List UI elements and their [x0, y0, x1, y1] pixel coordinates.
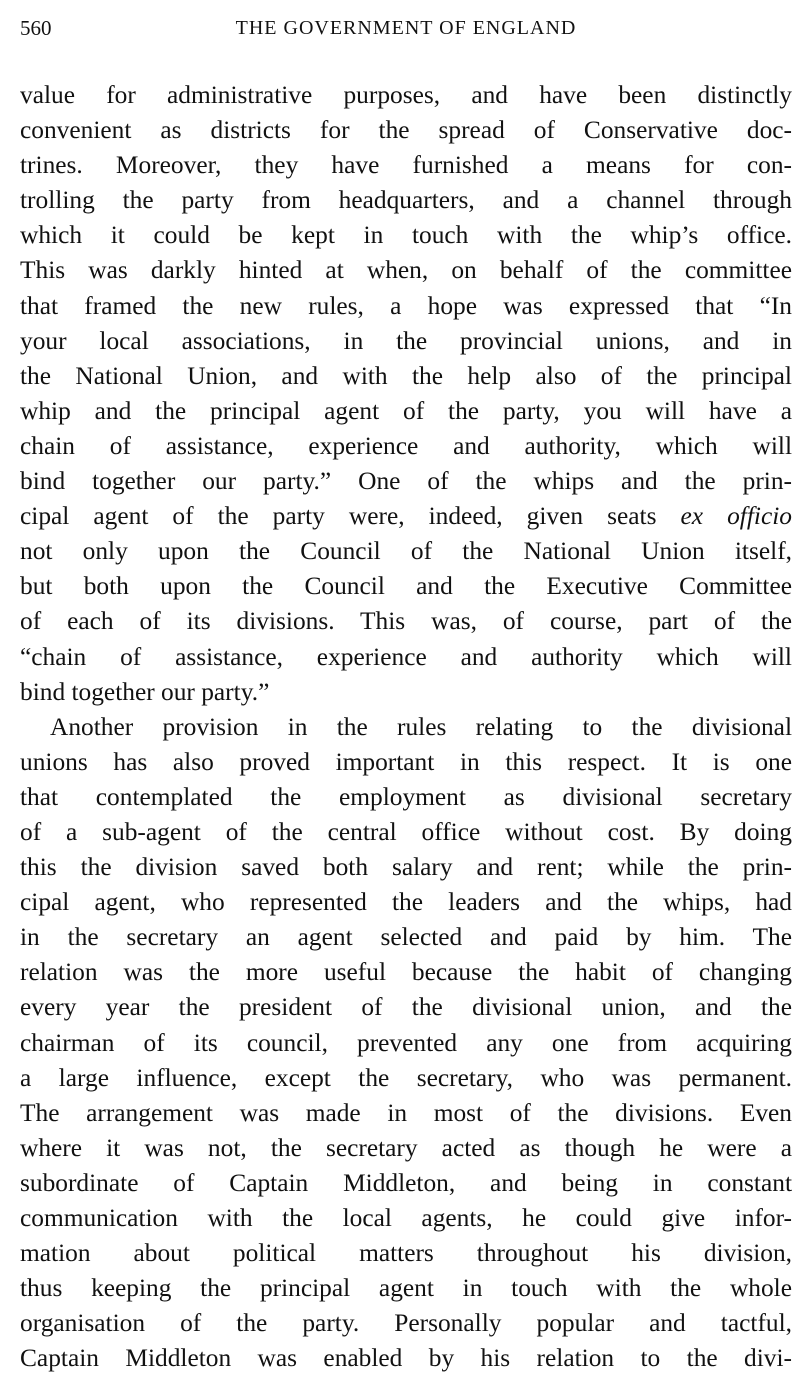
text-line: every year the president of the divisional union, and the [20, 993, 792, 1022]
text-line: Another provision in the rules relating to the divisional [50, 712, 792, 741]
text-line: bind together our party.” [20, 677, 270, 706]
text-line: This was darkly hinted at when, on behalf of the committee [20, 256, 792, 285]
italic-phrase: ex officio [680, 502, 792, 531]
text-line: your local associations, in the provincial unions, and in [20, 326, 792, 355]
book-page [20, 12, 792, 1376]
text-line: of each of its divisions. This was, of course, part of the [20, 607, 792, 636]
text-line: communication with the local agents, he could give infor- [20, 1204, 792, 1232]
text-line: chairman of its council, prevented any one from acquiring [20, 1028, 792, 1057]
text-line: trolling the party from headquarters, and a channel through [20, 186, 792, 215]
text-line: organisation of the party. Personally popular and tactful, [20, 1309, 792, 1338]
text-line: chain of assistance, experience and authority, which will [20, 431, 792, 460]
text-line: trines. Moreover, they have furnished a means for con- [20, 151, 792, 180]
text-line: The arrangement was made in most of the divisions. Even [20, 1098, 792, 1127]
text-line: unions has also proved important in this respect. It is one [20, 747, 792, 776]
running-title: THE GOVERNMENT OF ENGLAND [235, 17, 577, 39]
body-text [20, 78, 792, 1376]
text-line: this the division saved both salary and rent; while the prin- [20, 853, 792, 882]
text-line: where it was not, the secretary acted as though he were a [20, 1133, 792, 1162]
text-line: in the secretary an agent selected and paid by him. The [20, 923, 792, 952]
text-line: relation was the more useful because the habit of changing [20, 958, 792, 987]
text-line: thus keeping the principal agent in touch with the whole [20, 1274, 792, 1303]
text-line: mation about political matters throughout his division, [20, 1239, 792, 1268]
text-line: value for administrative purposes, and have been distinctly [20, 81, 792, 109]
text-line: cipal agent of the party were, indeed, given seats ex officio [20, 502, 792, 531]
text-line: Captain Middleton was enabled by his relation to the divi- [20, 1344, 792, 1373]
paragraph [20, 78, 792, 710]
text-line: of a sub-agent of the central office without cost. By doing [20, 817, 792, 846]
text-line: that framed the new rules, a hope was expressed that “In [20, 291, 792, 320]
paragraph [20, 710, 792, 1377]
running-head [20, 12, 792, 44]
text-line: cipal agent, who represented the leaders and the whips, had [20, 888, 792, 917]
text-line: the National Union, and with the help also of the principal [20, 361, 792, 390]
text-line: subordinate of Captain Middleton, and being in constant [20, 1168, 792, 1197]
text-line: which it could be kept in touch with the whip’s office. [20, 221, 792, 250]
text-line: but both upon the Council and the Executive Committee [20, 572, 792, 601]
page-number: 560 [20, 16, 52, 40]
text-line: whip and the principal agent of the party, you will have a [20, 396, 792, 425]
text-line: bind together our party.” One of the whips and the prin- [20, 467, 792, 496]
text-line: convenient as districts for the spread of Conservative doc- [20, 116, 792, 145]
text-line: “chain of assistance, experience and authority which will [20, 642, 792, 671]
text-line: a large influence, except the secretary, who was permanent. [20, 1063, 792, 1092]
text-line: that contemplated the employment as divisional secretary [20, 782, 792, 811]
text-line: not only upon the Council of the National Union itself, [20, 537, 792, 566]
